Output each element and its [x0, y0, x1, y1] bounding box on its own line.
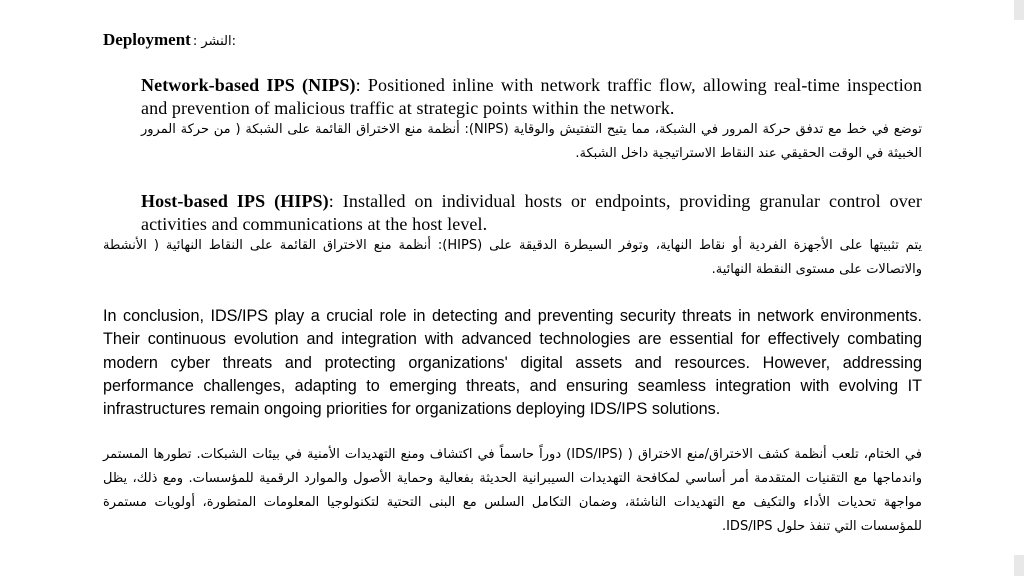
- nips-arabic-paragraph: توضع في خط مع تدفق حركة المرور في الشبكة، مما يتيح التفتيش والوقاية (NIPS): أنظمة منع الاختراق القائمة على الشبكة ( من حركة المرور الخبيثة في الوقت الحقيقي عند النقاط الاستراتيجية داخل الشبكة.: [141, 122, 922, 161]
- hips-arabic-paragraph: يتم تثبيتها على الأجهزة الفردية أو نقاط النهاية، وتوفر السيطرة الدقيقة على (HIPS): أنظمة منع الاختراق القائمة على النقاط النهائية ( الأنشطة والاتصالات على مستوى النقطة النهائية.: [103, 238, 922, 277]
- deployment-title: Deployment: [103, 30, 191, 49]
- corner-decoration-bottom: [1014, 555, 1024, 576]
- nips-term: Network-based IPS (NIPS): [141, 75, 356, 95]
- nips-description: Positioned inline with network traffic flow, allowing real-time inspection and prevention of malicious traffic at strategic points within the network.: [141, 75, 923, 118]
- conclusion-paragraph: In conclusion, IDS/IPS play a crucial role in detecting and preventing security threats in network environments. Their continuous evolution and integration with advanced technologies are essential for effectively combating modern cyber threats and protecting organizations' digital assets and resources. However, addressing performance challenges, adapting to emerging threats, and ensuring seamless integration with evolving IT infrastructures remain ongoing priorities for organizations deploying IDS/IPS solutions.: [103, 307, 922, 419]
- deployment-title-arabic: : النشر:: [192, 34, 236, 49]
- corner-decoration-top: [1014, 0, 1024, 20]
- hips-paragraph: [141, 190, 922, 236]
- hips-separator: :: [328, 191, 343, 211]
- deployment-heading: [103, 30, 236, 50]
- nips-separator: :: [355, 75, 368, 95]
- nips-paragraph: [141, 74, 922, 120]
- hips-term: Host-based IPS (HIPS): [141, 191, 329, 211]
- hips-description: Installed on individual hosts or endpoints, providing granular control over activities and communications at the host level.: [141, 191, 922, 234]
- conclusion-arabic-paragraph: في الختام، تلعب أنظمة كشف الاختراق/منع الاختراق ( (IDS/IPS) دوراً حاسماً في اكتشاف ومنع التهديدات الأمنية في بيئات الشبكات. تطورها المستمر واندماجها مع التقنيات المتقدمة أمر أساسي لمكافحة التهديدات السيبرانية الحديثة بفعالية وحماية الأصول والموارد الرقمية للمؤسسات. ومع ذلك، يظل مواجهة تحديات الأداء والتكيف مع التهديدات الناشئة، وضمان التكامل السلس مع البنى التحتية لتكنولوجيا المعلومات المتطورة، أولويات مستمرة للمؤسسات التي تنفذ حلول IDS/IPS.: [103, 447, 922, 534]
